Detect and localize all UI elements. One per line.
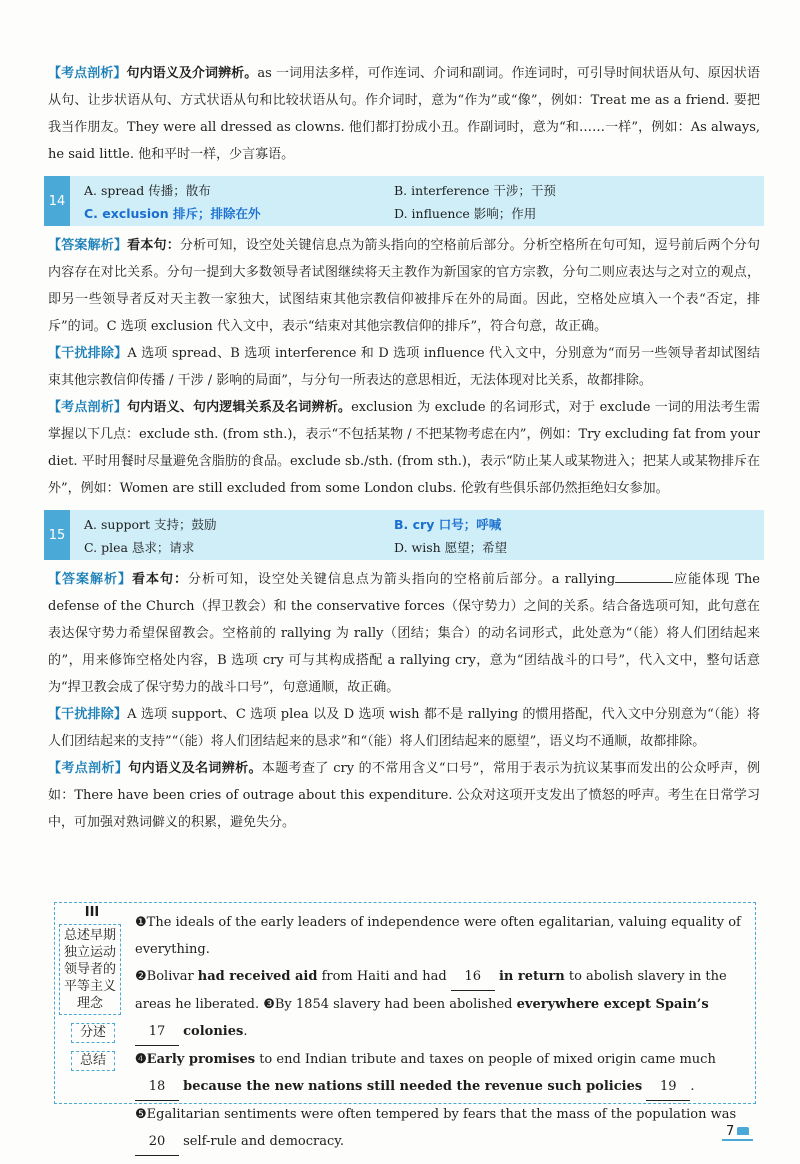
conclusion-label: 总结 <box>71 1051 115 1071</box>
question-number-15: 15 <box>44 510 70 560</box>
option-c: C. plea 恳求；请求 <box>84 539 195 555</box>
blank-20[interactable]: 20 <box>135 1128 179 1156</box>
blank-line <box>615 570 673 583</box>
sentence-4: ❹Early promises to end Indian tribute and taxes on people of mixed origin came much 18 because the new nations still needed the revenue such policies 19 . <box>135 1046 751 1101</box>
answer-analysis-15: 【答案解析】看本句：分析可知，设空处关键信息点为箭头指向的空格前后部分。a rallying 应能体现 The defense of the Church（捍卫教会）和 the conservative forces（保守势力）之间的关系。结合备选项可知，此句意在表达保守势力希望保留教会。空格前的 rallying 为 rally（团结；集合）的动名词形式，此处意为“（能）将人们团结起来的”，用来修饰空格处内容，B 选项 cry 可与其构成搭配 a rallying cry，意为“团结战斗的口号”，代入文中，整句话意为“捍卫教会成了保守势力的战斗口号”，句意通顺，故正确。 <box>48 572 760 695</box>
options-14 <box>44 176 764 226</box>
distractor-15: 【干扰排除】A 选项 support、C 选项 plea 以及 D 选项 wish 都不是 rallying 的惯用搭配，代入文中分别意为“（能）将人们团结起来的支持”“（能）将人们团结起来的恳求”和“（能）将人们团结起来的愿望”，语义均不通顺，故都排除。 <box>48 707 760 749</box>
point-analysis-15: 【考点剖析】句内语义及名词辨析。本题考查了 cry 的不常用含义“口号”，常用于表示为抗议某事而发出的公众呼声，例如：There have been cries of outrage about this expenditure. 公众对这项开支发出了愤怒的呼声。考生在日常学习中，可加强对熟词僻义的积累，避免失分。 <box>48 761 760 830</box>
summary-box <box>54 902 756 1149</box>
option-d: D. influence 影响；作用 <box>394 205 537 221</box>
option-c-correct: C. exclusion 排斥；排除在外 <box>84 205 261 221</box>
answer-analysis-14: 【答案解析】看本句：分析可知，设空处关键信息点为箭头指向的空格前后部分。分析空格所在句可知，逗号前后两个分句内容存在对比关系。分句一提到大多数领导者试图继续将天主教作为新国家的官方宗教，分句二则应表达与之对立的观点，即另一些领导者反对天主教一家独大，试图结束其他宗教信仰被排斥在外的局面。因此，空格处应填入一个表“否定，排斥”的词。C 选项 exclusion 代入文中，表示“结束对其他宗教信仰的排斥”，符合句意，故正确。 <box>48 238 760 334</box>
option-b: B. interference 干涉；干预 <box>394 182 556 198</box>
page-content <box>48 60 760 836</box>
blank-18[interactable]: 18 <box>135 1073 179 1101</box>
analysis-p1: 【考点剖析】句内语义及介词辨析。as 一词用法多样，可作连词、介词和副词。作连词时，可引导时间状语从句、原因状语从句、让步状语从句、方式状语从句和比较状语从句。作介词时，意为“作为”或“像”，例如：Treat me as a friend. 要把我当作朋友。They were all dressed as clowns. 他们都打扮成小丑。作副词时，意为“和……一样”，例如：As always, he said little. 他和平时一样，少言寡语。 <box>48 66 760 162</box>
distractor-14: 【干扰排除】A 选项 spread、B 选项 interference 和 D 选项 influence 代入文中，分别意为“而另一些领导者却试图结束其他宗教信仰传播 / 干涉 / 影响的局面”，与分句一所表达的意思相近，无法体现对比关系，故都排除。 <box>48 346 760 388</box>
blank-16[interactable]: 16 <box>451 963 495 991</box>
overview-label: 总述早期独立运动领导者的平等主义理念 <box>59 924 121 1015</box>
option-a: A. spread 传播；散布 <box>84 182 211 198</box>
summary-text <box>135 909 751 1156</box>
section-roman: III <box>84 905 100 920</box>
summary-structure <box>59 905 125 1071</box>
point-analysis-14: 【考点剖析】句内语义、句内逻辑关系及名词辨析。exclusion 为 exclude 的名词形式，对于 exclude 一词的用法考生需掌握以下几点：exclude sth. (from sth.)，表示“不包括某物 / 不把某物考虑在内”，例如：Try excluding fat from your diet. 平时用餐时尽量避免含脂肪的食品。exclude sb./sth. (from sth.)，表示“防止某人或某物进入；把某人或某物排斥在外”，例如：Women are still excluded from some London clubs. 伦敦有些俱乐部仍然拒绝妇女参加。 <box>48 400 760 496</box>
sentence-1: ❶The ideals of the early leaders of independence were often egalitarian, valuing equality of everything. <box>135 915 741 957</box>
sentence-2: ❷Bolivar had received aid from Haiti and had 16 in return to abolish slavery in the areas he liberated. ❸By 1854 slavery had been abolished everywhere except Spain’s 17 colonies. <box>135 963 751 1046</box>
question-number-14: 14 <box>44 176 70 226</box>
page-number: 7 <box>722 1124 753 1141</box>
option-b-correct: B. cry 口号；呼喊 <box>394 516 502 532</box>
option-d: D. wish 愿望；希望 <box>394 539 508 555</box>
book-icon <box>737 1127 749 1135</box>
sentence-5: ❺Egalitarian sentiments were often tempered by fears that the mass of the population was 20 self-rule and democracy. <box>135 1101 751 1156</box>
option-a: A. support 支持；鼓励 <box>84 516 217 532</box>
options-15 <box>44 510 764 560</box>
blank-17[interactable]: 17 <box>135 1018 179 1046</box>
details-label: 分述 <box>71 1023 115 1043</box>
blank-19[interactable]: 19 <box>646 1073 690 1101</box>
